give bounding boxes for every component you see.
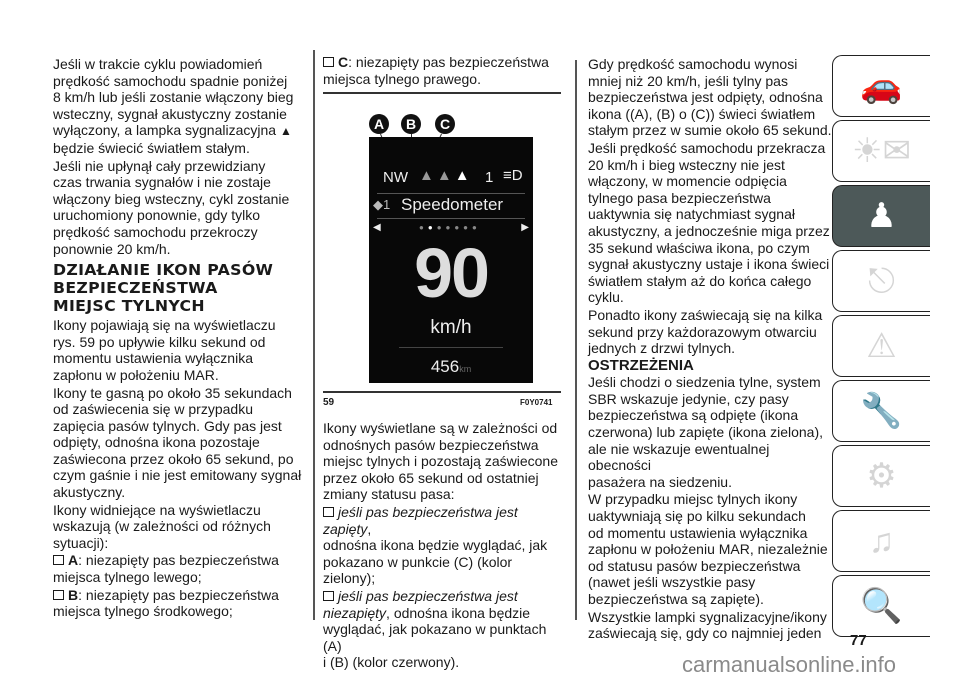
speed-unit: km/h	[430, 317, 472, 338]
bullet-text: : niezapięty pas bezpieczeństwa miejsca tylnego prawego.	[323, 54, 549, 87]
figure-top-rule	[323, 92, 561, 94]
bullet-italic: jeśli pas bezpieczeństwa jest niezapięty	[323, 587, 518, 621]
bullet-text: : niezapięty pas bezpieczeństwa miejsca tylnego lewego;	[53, 552, 279, 586]
airbag-seatbelt-icon: ♟	[866, 197, 897, 235]
seatbelt-warning-icon: ▲	[279, 124, 292, 139]
multimedia-icon: ♫	[868, 521, 895, 560]
paragraph: Ikony te gasną po około 35 sekundach od zaświecenia się w przypadku zapięcia pasów tylnych. Gdy pas jest odpięty, odnośna ikona pozostaje zaświecona przez około 65 sekund, po czym gaśnie i nie jest emitowany sygnał akustyczny.	[53, 384, 302, 501]
gear-indicator: 1	[485, 169, 494, 186]
menu-index: ◆1	[373, 197, 391, 212]
warning-lights-icon: ☀✉	[852, 132, 911, 170]
bullet-item	[323, 54, 563, 87]
menu-number: 1	[383, 197, 391, 212]
instrument-display	[369, 137, 533, 383]
column-2-text	[323, 420, 563, 672]
bullet-item	[323, 588, 563, 671]
menu-title: Speedometer	[401, 195, 504, 214]
bullet-key: A	[68, 552, 79, 569]
column-divider	[575, 60, 577, 620]
tab-index[interactable]	[832, 575, 930, 637]
paragraph: Jeśli nie upłynął cały przewidziany czas trwania sygnałów i nie zostaje włączony bieg wsteczny, cykl zostanie uruchomiony ponownie, gdy tylko prędkość samochodu przekroczy ponownie 20 km/h.	[53, 157, 290, 257]
bullet-key: C	[338, 54, 349, 70]
bullet-key: B	[68, 586, 79, 603]
paragraph: W przypadku miejsc tylnych ikony uaktywniają się po kilku sekundach od momentu ustawienia wyłącznika zapłonu w położeniu MAR, niezależnie od statusu pasów bezpieczeństwa (nawet jeśli wszystkie pasy bezpieczeństwa są zapięte).	[588, 491, 828, 607]
compass-heading: NW	[383, 169, 408, 186]
figure-code: F0Y0741	[520, 398, 553, 407]
car-maintenance-icon: 🔧	[860, 392, 903, 430]
headlight-level-icon: ≡D	[503, 167, 523, 184]
callout-b: B	[401, 114, 421, 134]
page-right-arrow-icon: ▶	[521, 222, 529, 233]
range-readout	[369, 357, 533, 377]
figure-59	[323, 92, 561, 394]
speed-value: 90	[414, 234, 488, 312]
callout-c: C	[435, 114, 455, 134]
range-unit: km	[459, 364, 472, 374]
paragraph-text: będzie świecić światłem stałym.	[53, 139, 250, 156]
bullet-item	[323, 504, 563, 587]
paragraph: Ikony wyświetlane są w zależności od odnośnych pasów bezpieczeństwa miejsc tylnych i pozostają zaświecone przez około 65 sekund od ostatniej zmiany statusu pasa:	[323, 420, 558, 503]
divider	[399, 347, 503, 348]
paragraph: Wszystkie lampki sygnalizacyjne/ikony zaświecają się, gdy co najmniej jeden	[588, 608, 827, 642]
paragraph: Gdy prędkość samochodu wynosi mniej niż 20 km/h, jeśli tylny pas bezpieczeństwa jest odpięty, odnośna ikona ((A), (B) o (C)) świeci światłem stałym przez w sumie około 65 sekund.	[588, 56, 832, 139]
emergency-icon: ⚠	[866, 327, 897, 365]
bullet-text: , odnośna ikona będzie wyglądać, jak pokazano w punkcie (C) (kolor zielony);	[323, 520, 548, 587]
figure-bottom-rule	[323, 391, 561, 393]
index-icon: 🔍	[860, 587, 903, 625]
column-2	[323, 54, 563, 88]
bullet-text: , odnośna ikona będzie wyglądać, jak pokazano w punktach (A) i (B) (kolor czerwony).	[323, 604, 547, 671]
chapter-tabs	[832, 55, 930, 640]
tab-starting-driving[interactable]	[832, 250, 930, 312]
rear-seatbelt-icons: ▲▲▲	[419, 167, 473, 184]
range-value: 456	[430, 357, 460, 376]
figure-number: 59	[323, 397, 335, 408]
checkbox-bullet-icon	[323, 507, 334, 517]
checkbox-bullet-icon	[323, 57, 334, 67]
divider	[377, 193, 525, 194]
page-number: 77	[850, 632, 867, 649]
paragraph	[53, 56, 311, 157]
page-dots: ●●●●●●●	[419, 223, 481, 232]
paragraph-text: Jeśli w trakcie cyklu powiadomień prędkość samochodu spadnie poniżej 8 km/h lub jeśli zostanie włączony bieg wsteczny, sygnał akustyczny zostanie wyłączony, a lampka sygnalizacyjna	[53, 56, 294, 139]
checkbox-bullet-icon	[323, 591, 334, 601]
paragraph: Ponadto ikony zaświecają się na kilka sekund przy każdorazowym otwarciu jednych z drzwi tylnych.	[588, 306, 823, 357]
bullet-italic: jeśli pas bezpieczeństwa jest zapięty	[323, 503, 518, 537]
bullet-item	[53, 552, 311, 585]
callout-a: A	[369, 114, 389, 134]
tab-technical-data[interactable]	[832, 445, 930, 507]
tab-car-info[interactable]	[832, 55, 930, 117]
technical-data-icon: ⚙	[866, 457, 897, 495]
section-heading: DZIAŁANIE IKON PASÓW BEZPIECZEŃSTWA MIEJSC TYLNYCH	[53, 261, 274, 316]
paragraph: Jeśli prędkość samochodu przekracza 20 km/h i bieg wsteczny nie jest włączony, w momencie odpięcia tylnego pasa bezpieczeństwa uaktywnia się natychmiast sygnał akustyczny, a jednocześnie miga przez 35 sekund właściwa ikona, po czym sygnał akustyczny ustaje i ikona świeci światłem stałym aż do końca całego cyklu.	[588, 139, 830, 306]
paragraph: Ikony pojawiają się na wyświetlaczu rys. 59 po upływie kilku sekund od momentu ustawienia wyłącznika zapłonu w położeniu MAR.	[53, 317, 276, 383]
watermark: carmanualsonline.info	[682, 652, 897, 677]
tab-maintenance[interactable]	[832, 380, 930, 442]
column-3	[588, 56, 833, 643]
tab-safety[interactable]	[832, 185, 930, 247]
page-left-arrow-icon: ◀	[373, 222, 381, 233]
checkbox-bullet-icon	[53, 555, 64, 565]
tab-multimedia[interactable]	[832, 510, 930, 572]
divider	[377, 218, 525, 219]
paragraph: Jeśli chodzi o siedzenia tylne, system SBR wskazuje jedynie, czy pasy bezpieczeństwa są odpięte (ikona czerwona) lub zapięte (ikona zielona), ale nie wskazuje ewentualnej obecności pasażera na siedzeniu.	[588, 374, 824, 490]
paragraph: Ikony widniejące na wyświetlaczu wskazują (w zależności od różnych sytuacji):	[53, 501, 271, 551]
car-info-icon: 🚗	[860, 67, 903, 105]
column-1	[53, 56, 311, 621]
tab-emergency[interactable]	[832, 315, 930, 377]
bullet-text: : niezapięty pas bezpieczeństwa miejsca tylnego środkowego;	[53, 586, 279, 620]
bullet-item	[53, 587, 311, 620]
column-divider	[313, 50, 315, 620]
key-steering-icon: ⎋	[868, 261, 895, 300]
warnings-heading: OSTRZEŻENIA	[588, 356, 694, 374]
tab-warning-lights[interactable]	[832, 120, 930, 182]
checkbox-bullet-icon	[53, 590, 64, 600]
